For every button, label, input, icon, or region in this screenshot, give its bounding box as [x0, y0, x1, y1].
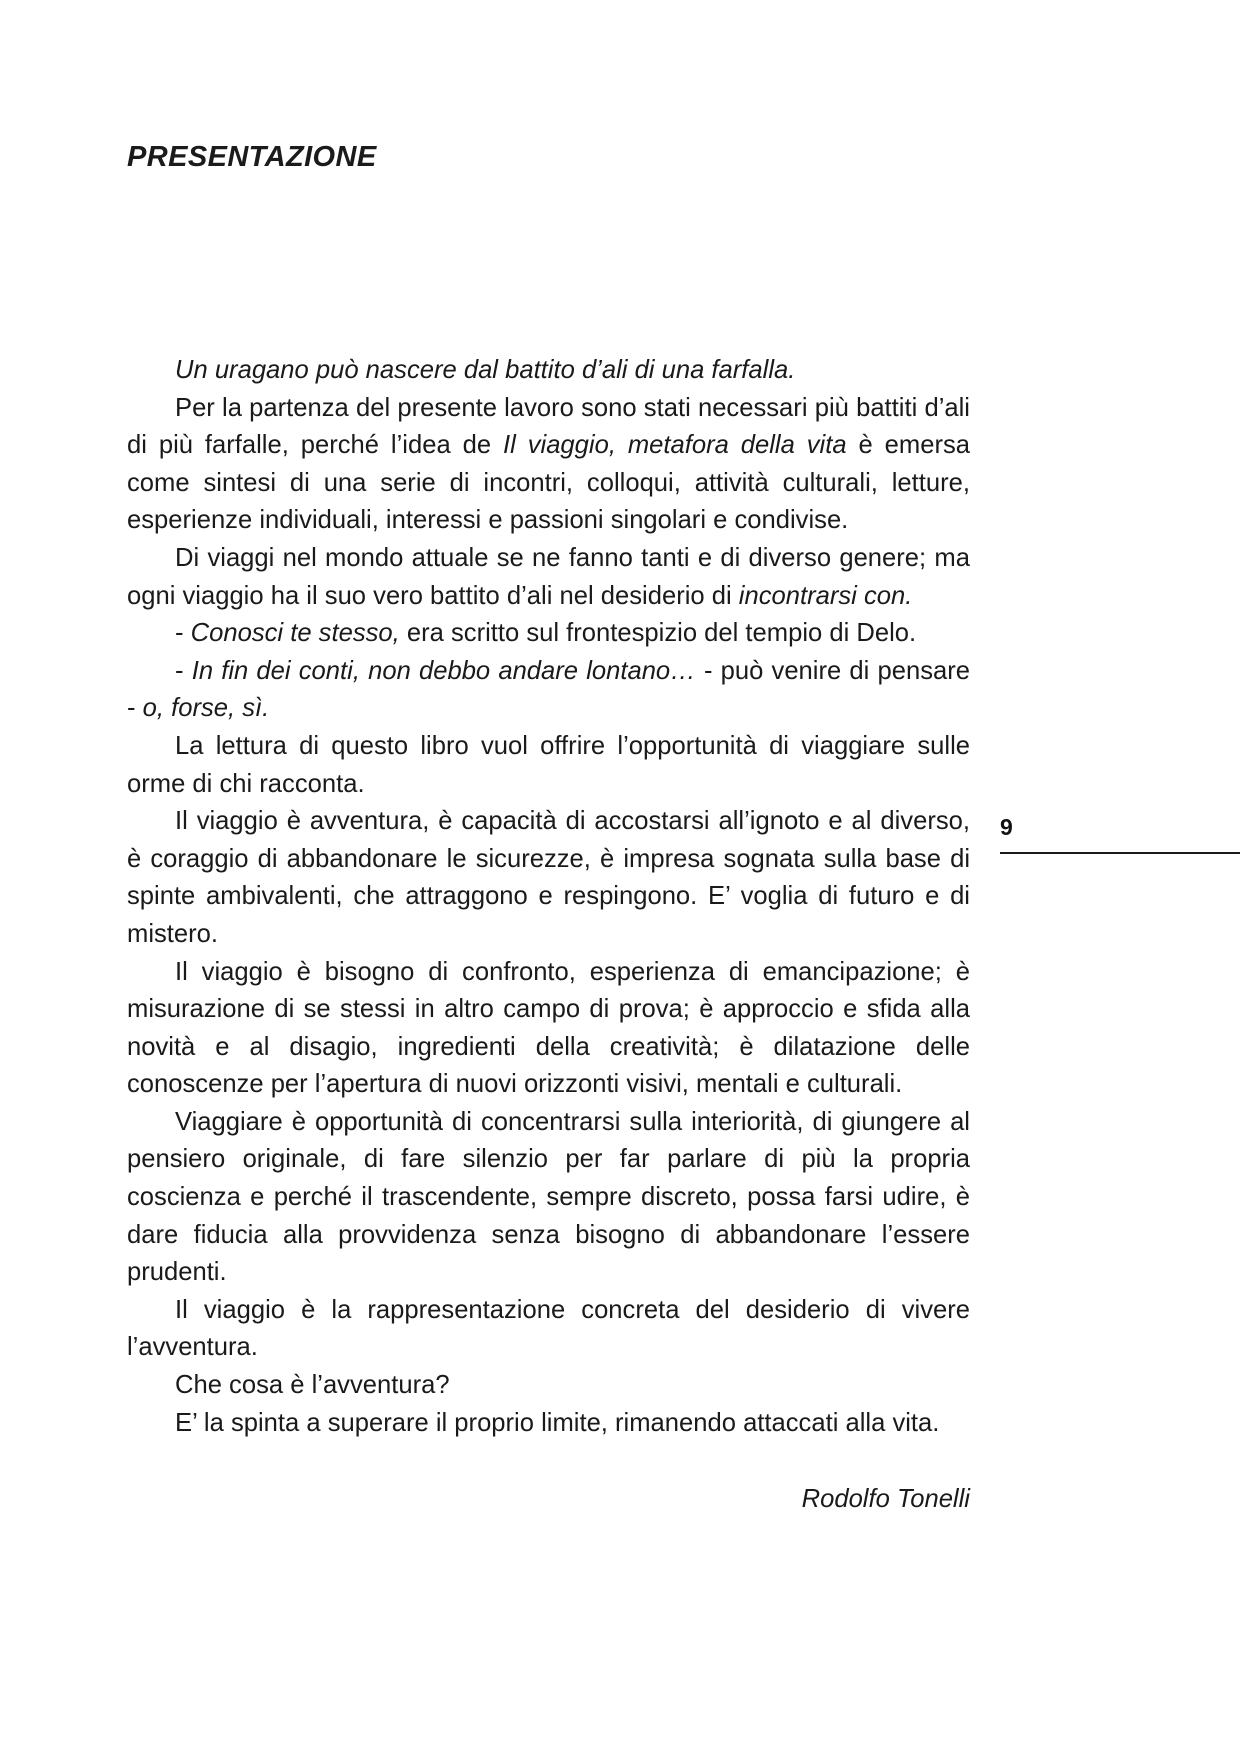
text-run: era scritto sul frontespizio del tempio di Delo.: [399, 619, 917, 648]
paragraph-4: [127, 653, 970, 728]
paragraph-2: [127, 540, 970, 615]
text-run: Un uragano può nascere dal battito d’ali di una farfalla.: [175, 356, 796, 384]
body-text-column: [127, 352, 970, 1442]
text-run: o, forse, sì.: [142, 694, 270, 723]
paragraph-6: Il viaggio è avventura, è capacità di accostarsi all’ignoto e al diverso, è coraggio di abbandonare le sicurezze, è impresa sognata sulla base di spinte ambivalenti, che attraggono e respingono. E’ voglia di futuro e di mistero.: [127, 807, 970, 948]
paragraph-8: Viaggiare è opportunità di concentrarsi sulla interiorità, di giungere al pensiero originale, di fare silenzio per far parlare di più la propria coscienza e perché il trascendente, sempre discreto, possa farsi udire, è dare fiducia alla provvidenza senza bisogno di abbandonare l’essere prudenti.: [127, 1107, 970, 1287]
text-run: Il viaggio, metafora della vita: [503, 431, 847, 460]
text-run: - può venire di pensare -: [127, 656, 970, 723]
paragraph-9: Il viaggio è la rappresentazione concreta del desiderio di vivere l’avventura.: [127, 1295, 970, 1362]
paragraph-11: E’ la spinta a superare il proprio limite, rimanendo attaccati alla vita.: [175, 1408, 940, 1437]
paragraph-5: La lettura di questo libro vuol offrire l’opportunità di viaggiare sulle orme di chi racconta.: [127, 731, 970, 798]
page-title: PRESENTAZIONE: [127, 141, 377, 174]
text-run: è emersa come sintesi di una serie di incontri, colloqui, attività culturali, letture, esperienze individuali, interessi e passioni singolari e condivise.: [127, 431, 971, 535]
author-signature: Rodolfo Tonelli: [801, 1485, 970, 1513]
text-run: incontrarsi con.: [738, 581, 913, 610]
paragraph-7: Il viaggio è bisogno di confronto, esperienza di emancipazione; è misurazione di se stessi in altro campo di prova; è approccio e sfida alla novità e al disagio, ingredienti della creatività; è dilatazione delle conoscenze per l’apertura di nuovi orizzonti visivi, mentali e culturali.: [127, 957, 970, 1099]
text-run: -: [175, 619, 191, 648]
paragraph-1: [127, 390, 970, 540]
paragraph-epigraph: [127, 352, 970, 390]
paragraph-10: Che cosa è l’avventura?: [175, 1371, 450, 1400]
page-number: 9: [1000, 814, 1013, 840]
folio-divider: [1000, 852, 1240, 854]
page-folio: [1000, 816, 1240, 886]
text-run: Conosci te stesso,: [190, 619, 400, 648]
text-run: Di viaggi nel mondo attuale se ne fanno tanti e di diverso genere; ma ogni viaggio ha il suo vero battito d’ali nel desiderio di: [127, 543, 970, 610]
text-run: Per la partenza del presente lavoro sono stati necessari più battiti d’ali di più farfalle, perché l’idea de: [127, 393, 970, 460]
text-run: In fin dei conti, non debbo andare lontano…: [191, 656, 696, 685]
text-run: -: [175, 656, 192, 685]
paragraph-3: [127, 615, 970, 653]
